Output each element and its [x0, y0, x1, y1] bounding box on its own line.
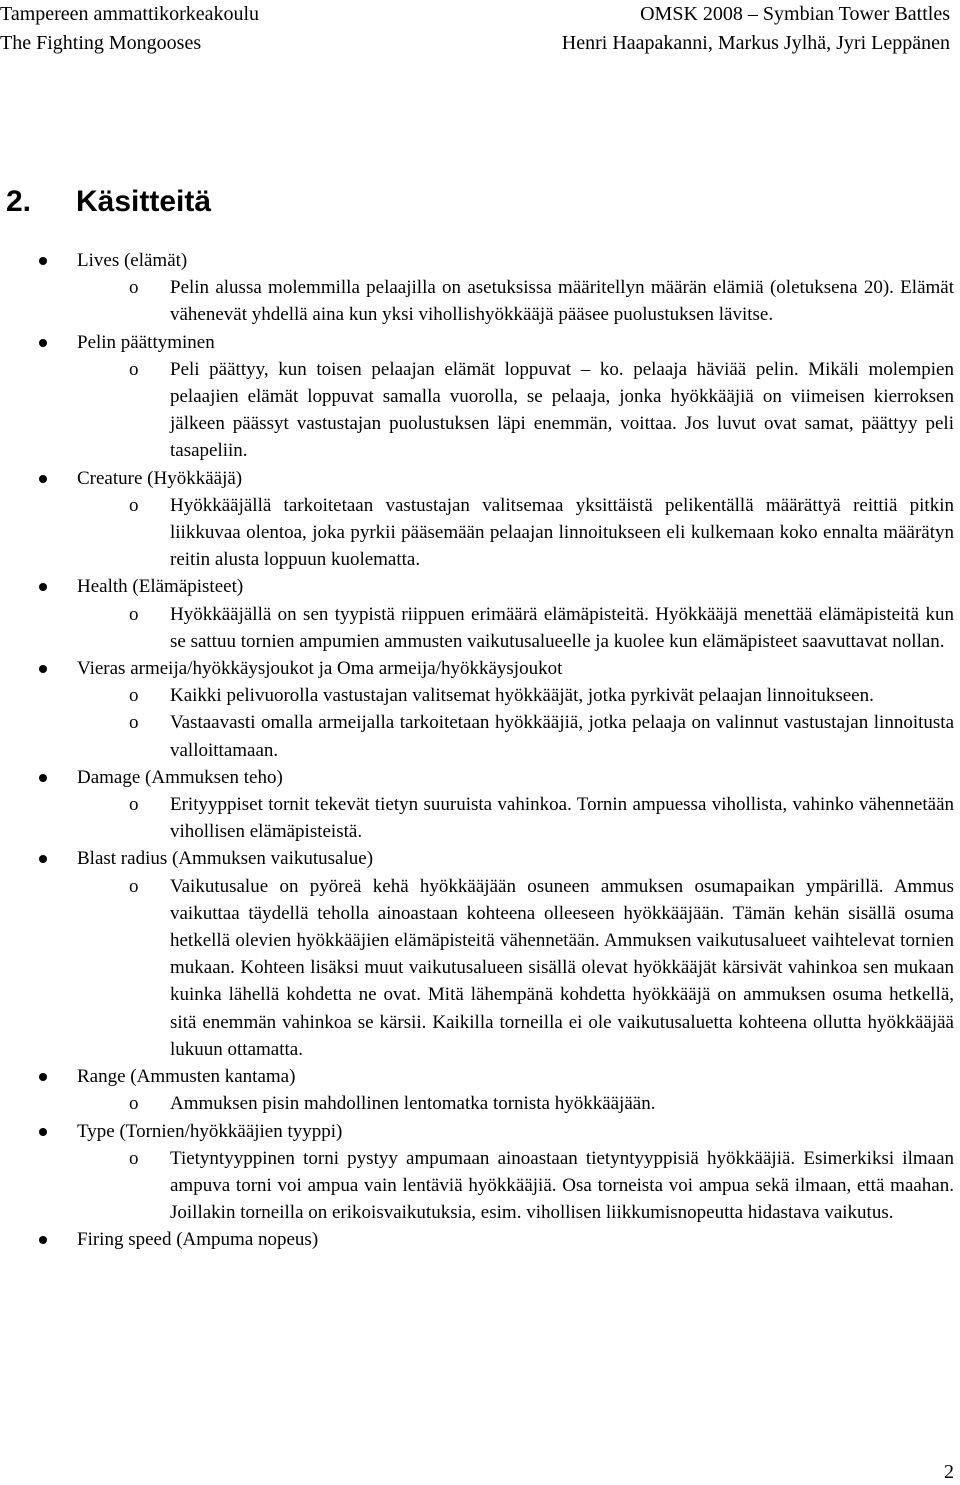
sub-bullet-marker: o: [129, 277, 139, 299]
header-project-title: OMSK 2008 – Symbian Tower Battles: [640, 3, 950, 25]
definition-description: [0, 1090, 960, 1117]
definition-term: Range (Ammusten kantama): [77, 1066, 296, 1088]
definition-item: [0, 247, 960, 329]
bullet-icon: [39, 583, 47, 591]
description-text: Ammuksen pisin mahdollinen lentomatka tornista hyökkääjään.: [170, 1093, 656, 1115]
definition-description: [0, 601, 960, 655]
definition-term-row: [0, 465, 960, 492]
description-text: Tietyntyyppinen torni pystyy ampumaan ainoastaan tietyntyyppisiä hyökkääjiä. Esimerkiksi ilmaan ampuva torni voi ampua vain lentäviä hyökkääjiä. Osa torneista voi ampua sekä ilmaan, että maahan. Joillakin torneilla on erikoisvaikutuksia, esim. vihollisen liikkumisnopeutta hidastava vaikutus.: [170, 1147, 954, 1224]
definition-description: [0, 873, 960, 1063]
definition-term: Creature (Hyökkääjä): [77, 467, 243, 489]
definition-description: [0, 791, 960, 845]
page-number: 2: [944, 1461, 954, 1483]
definition-item: [0, 573, 960, 655]
description-text: Kaikki pelivuorolla vastustajan valitsemat hyökkääjät, jotka pyrkivät pelaajan linnoitukseen.: [170, 685, 874, 707]
section-heading: [6, 182, 211, 222]
definition-description: [0, 709, 960, 763]
page-header: [0, 0, 960, 58]
definition-term: Vieras armeija/hyökkäysjoukot ja Oma armeija/hyökkäysjoukot: [77, 658, 563, 680]
bullet-icon: [39, 1128, 47, 1136]
definition-term: Health (Elämäpisteet): [77, 576, 244, 598]
definition-term: Firing speed (Ampuma nopeus): [77, 1229, 319, 1251]
definition-item: [0, 764, 960, 846]
description-text: Vastaavasti omalla armeijalla tarkoitetaan hyökkääjiä, jotka pelaaja on valinnut vastustajan linnoitusta valloittamaan.: [170, 712, 954, 761]
definition-term-row: [0, 764, 960, 791]
sub-bullet-marker: o: [129, 875, 139, 897]
header-row-2: [0, 29, 960, 58]
definition-description: [0, 274, 960, 328]
section-number: 2.: [6, 185, 32, 218]
bullet-icon: [39, 339, 47, 347]
definition-list: [0, 247, 960, 1254]
bullet-icon: [39, 1236, 47, 1244]
definition-term-row: [0, 247, 960, 274]
description-text: Vaikutusalue on pyöreä kehä hyökkääjään osuneen ammuksen osumapaikan ympärillä. Ammus vaikuttaa täydellä teholla ainoastaan kohteena olleeseen hyökkääjään. Tämän kehän sisällä osuma hetkellä olevien hyökkääjien elämäpisteitä vähennetään. Ammuksen vaikutusalueet vaihtelevat tornien mukaan. Kohteen lisäksi muut vaikutusalueen sisällä olevat hyökkääjät kärsivät vahinkoa sen mukaan kuinka lähellä kohdetta ne ovat. Mitä lähempänä kohdetta hyökkääjä on ammuksen osuma hetkellä, sitä enemmän vahinkoa se kärsii. Kaikilla torneilla ei ole vaikutusaluetta kohteena ollutta hyökkääjää lukuun ottamatta.: [170, 875, 954, 1060]
definition-term: Pelin päättyminen: [77, 331, 215, 353]
bullet-icon: [39, 665, 47, 673]
definition-term: Type (Tornien/hyökkääjien tyyppi): [77, 1120, 343, 1142]
bullet-icon: [39, 475, 47, 483]
definition-item: [0, 845, 960, 1063]
definition-term: Blast radius (Ammuksen vaikutusalue): [77, 848, 374, 870]
description-text: Pelin alussa molemmilla pelaajilla on asetuksissa määritellyn määrän elämiä (oletuksena 20). Elämät vähenevät yhdellä aina kun yksi vihollishyökkääjä pääsee puolustuksen lävitse.: [170, 277, 954, 326]
definition-term-row: [0, 655, 960, 682]
definition-description: [0, 1145, 960, 1227]
header-row-1: [0, 0, 960, 29]
definition-term-row: [0, 1226, 960, 1253]
header-organization: Tampereen ammattikorkeakoulu: [0, 3, 260, 25]
header-team-name: The Fighting Mongooses: [0, 32, 202, 54]
sub-bullet-marker: o: [129, 685, 139, 707]
definition-item: [0, 329, 960, 465]
bullet-icon: [39, 774, 47, 782]
bullet-icon: [39, 1073, 47, 1081]
section-title: Käsitteitä: [76, 185, 212, 218]
definition-term: Lives (elämät): [77, 250, 188, 271]
description-text: Erityyppiset tornit tekevät tietyn suuruista vahinkoa. Tornin ampuessa vihollista, vahinko vähennetään vihollisen elämäpisteistä.: [170, 794, 954, 843]
definition-description: [0, 356, 960, 465]
description-text: Hyökkääjällä on sen tyypistä riippuen erimäärä elämäpisteitä. Hyökkääjä menettää elämäpisteitä kun se sattuu tornien ampumien ammusten vaikutusalueelle ja kuolee kun elämäpisteet saavuttavat nollan.: [170, 603, 954, 652]
definition-term-row: [0, 573, 960, 600]
definition-item: [0, 655, 960, 764]
sub-bullet-marker: o: [129, 712, 139, 734]
definition-description: [0, 682, 960, 709]
definition-item: [0, 1063, 960, 1117]
sub-bullet-marker: o: [129, 1147, 139, 1169]
header-authors: Henri Haapakanni, Markus Jylhä, Jyri Leppänen: [561, 32, 950, 54]
definition-item: [0, 1226, 960, 1253]
definition-description: [0, 492, 960, 574]
definition-term-row: [0, 329, 960, 356]
definition-term-row: [0, 1118, 960, 1145]
definition-item: [0, 465, 960, 574]
definition-term: Damage (Ammuksen teho): [77, 766, 283, 788]
sub-bullet-marker: o: [129, 494, 139, 516]
sub-bullet-marker: o: [129, 358, 139, 380]
description-text: Peli päättyy, kun toisen pelaajan elämät loppuvat – ko. pelaaja häviää pelin. Mikäli molempien pelaajien elämät loppuvat samalla vuorolla, se pelaaja, jonka hyökkääjiä on viimeisen kierroksen jälkeen päässyt vastustajan puolustuksen läpi enemmän, voittaa. Jos luvut ovat samat, päättyy peli tasapeliin.: [170, 358, 954, 462]
sub-bullet-marker: o: [129, 1093, 139, 1115]
sub-bullet-marker: o: [129, 794, 139, 816]
sub-bullet-marker: o: [129, 603, 139, 625]
description-text: Hyökkääjällä tarkoitetaan vastustajan valitsemaa yksittäistä pelikentällä määrättyä reittiä pitkin liikkuvaa olentoa, joka pyrkii pääsemään pelaajan linnoitukseen eli kulkemaan koko ennalta määrätyn reitin alusta loppuun kuolematta.: [170, 494, 954, 571]
definition-term-row: [0, 845, 960, 872]
definition-item: [0, 1118, 960, 1227]
bullet-icon: [39, 855, 47, 863]
definition-term-row: [0, 1063, 960, 1090]
bullet-icon: [39, 257, 47, 265]
